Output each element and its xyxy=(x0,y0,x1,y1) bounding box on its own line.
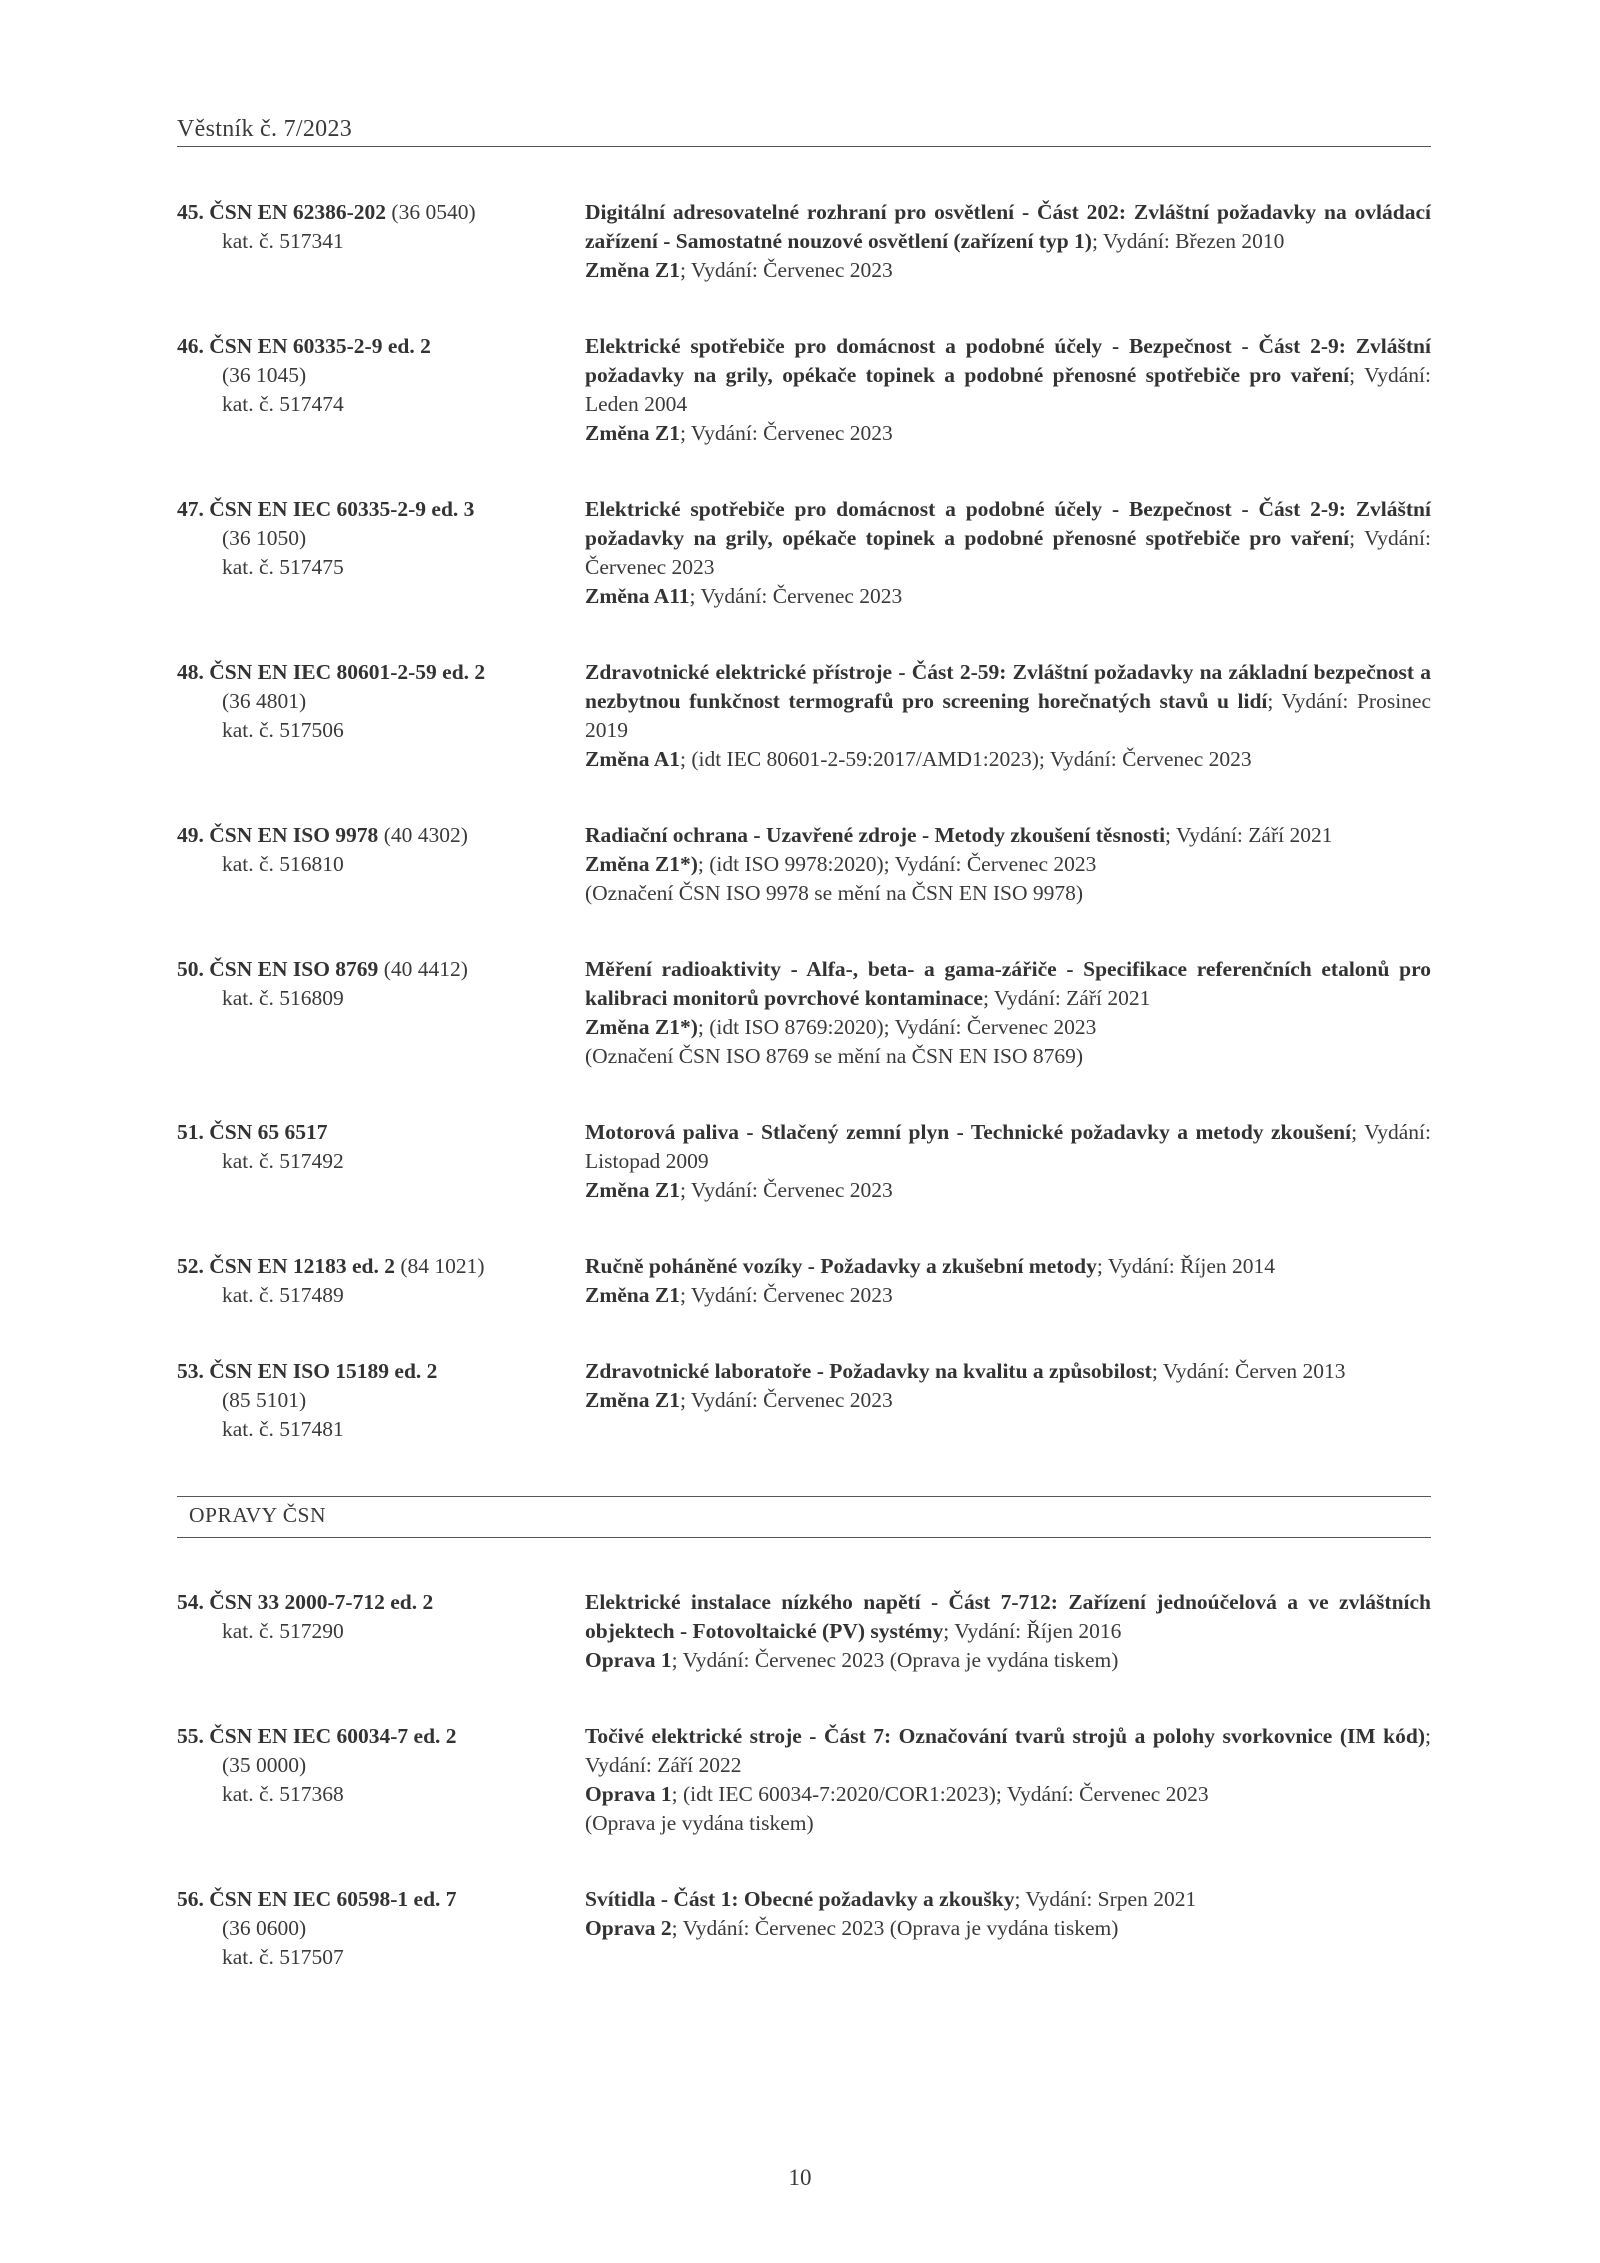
plain-text: kat. č. 517507 xyxy=(222,1945,344,1969)
text-line xyxy=(585,1252,1431,1281)
plain-text: (40 4302) xyxy=(378,823,468,847)
text-line xyxy=(585,821,1431,850)
plain-text: (Označení ČSN ISO 8769 se mění na ČSN EN ISO 8769) xyxy=(585,1044,1084,1068)
standard-entry xyxy=(177,1357,1431,1444)
text-line xyxy=(585,1013,1431,1042)
plain-text: kat. č. 516809 xyxy=(222,986,344,1010)
standard-description xyxy=(585,1357,1431,1444)
plain-text: ; Vydání: Září 2022 xyxy=(585,1724,1431,1777)
plain-text: (35 0000) xyxy=(222,1753,307,1777)
plain-text: ; Vydání: Září 2021 xyxy=(982,986,1151,1010)
text-line xyxy=(177,1588,585,1617)
standard-designation xyxy=(177,1588,585,1675)
standard-description xyxy=(585,658,1431,774)
text-line xyxy=(177,1751,585,1780)
text-line xyxy=(585,745,1431,774)
plain-text: ; Vydání: Červenec 2023 xyxy=(679,1388,893,1412)
standard-entry xyxy=(177,1252,1431,1310)
plain-text: ; (idt ISO 8769:2020); Vydání: Červenec 2023 xyxy=(697,1015,1097,1039)
plain-text: (Oprava je vydána tiskem) xyxy=(585,1811,814,1835)
bold-text: Digitální adresovatelné rozhraní pro osvětlení - Část 202: Zvláštní požadavky na ovládací zařízení - Samostatné nouzové osvětlení (zařízení typ 1) xyxy=(585,200,1431,253)
standard-entry xyxy=(177,658,1431,774)
text-line xyxy=(585,1722,1431,1780)
bold-text: 50. ČSN EN ISO 8769 xyxy=(177,957,379,981)
text-line xyxy=(177,495,585,524)
text-line xyxy=(177,1885,585,1914)
standard-designation xyxy=(177,658,585,774)
bold-text: Oprava 1 xyxy=(585,1648,672,1672)
text-line xyxy=(585,879,1431,908)
text-line xyxy=(177,361,585,390)
text-line xyxy=(177,1722,585,1751)
text-line xyxy=(585,1885,1431,1914)
bold-text: Změna Z1 xyxy=(585,1283,680,1307)
plain-text: (36 0600) xyxy=(222,1916,307,1940)
standard-designation xyxy=(177,1357,585,1444)
standard-entry xyxy=(177,955,1431,1071)
text-line xyxy=(585,1809,1431,1838)
text-line xyxy=(177,1252,585,1281)
bold-text: Zdravotnické elektrické přístroje - Část 2-59: Zvláštní požadavky na základní bezpečnost a nezbytnou funkčnost termografů pro screening horečnatých stavů u lidí xyxy=(585,660,1431,713)
bold-text: Elektrické spotřebiče pro domácnost a podobné účely - Bezpečnost - Část 2-9: Zvláštní požadavky na grily, opékače topinek a podobné přenosné spotřebiče pro vaření xyxy=(585,334,1431,387)
text-line xyxy=(177,1914,585,1943)
plain-text: ; Vydání: Červenec 2023 xyxy=(679,1178,893,1202)
text-line xyxy=(585,1042,1431,1071)
bold-text: 55. ČSN EN IEC 60034-7 ed. 2 xyxy=(177,1724,457,1748)
bold-text: Radiační ochrana - Uzavřené zdroje - Metody zkoušení těsnosti xyxy=(585,823,1166,847)
text-line xyxy=(585,955,1431,1013)
standard-entry xyxy=(177,1722,1431,1838)
text-line xyxy=(585,1386,1431,1415)
standard-designation xyxy=(177,198,585,285)
standard-description xyxy=(585,955,1431,1071)
text-line xyxy=(585,582,1431,611)
text-line xyxy=(177,1943,585,1972)
plain-text: (Označení ČSN ISO 9978 se mění na ČSN EN ISO 9978) xyxy=(585,881,1084,905)
journal-title: Věstník č. 7/2023 xyxy=(177,116,353,142)
text-line xyxy=(585,850,1431,879)
text-line xyxy=(177,984,585,1013)
standard-entry xyxy=(177,1118,1431,1205)
standard-entry xyxy=(177,1885,1431,1972)
bold-text: 52. ČSN EN 12183 ed. 2 xyxy=(177,1254,396,1278)
plain-text: (84 1021) xyxy=(395,1254,485,1278)
text-line xyxy=(585,1176,1431,1205)
plain-text: (85 5101) xyxy=(222,1388,307,1412)
text-line xyxy=(177,332,585,361)
text-line xyxy=(177,1780,585,1809)
plain-text: ; Vydání: Říjen 2016 xyxy=(943,1619,1122,1643)
text-line xyxy=(177,955,585,984)
bold-text: 56. ČSN EN IEC 60598-1 ed. 7 xyxy=(177,1887,457,1911)
standard-designation xyxy=(177,1118,585,1205)
plain-text: ; Vydání: Červenec 2023 xyxy=(585,526,1432,579)
plain-text: kat. č. 517474 xyxy=(222,392,344,416)
bold-text: Změna Z1 xyxy=(585,1178,680,1202)
text-line xyxy=(585,1357,1431,1386)
standard-designation xyxy=(177,1885,585,1972)
text-line xyxy=(585,658,1431,745)
bold-text: Změna A1 xyxy=(585,747,680,771)
bold-text: 54. ČSN 33 2000-7-712 ed. 2 xyxy=(177,1590,434,1614)
plain-text: ; (idt IEC 60034-7:2020/COR1:2023); Vydání: Červenec 2023 xyxy=(671,1782,1209,1806)
plain-text: ; Vydání: Listopad 2009 xyxy=(585,1120,1432,1173)
bold-text: Točivé elektrické stroje - Část 7: Označování tvarů strojů a polohy svorkovnice (IM kód) xyxy=(585,1724,1426,1748)
bold-text: 51. ČSN 65 6517 xyxy=(177,1120,328,1144)
plain-text: ; Vydání: Červenec 2023 (Oprava je vydána tiskem) xyxy=(671,1648,1119,1672)
bold-text: Zdravotnické laboratoře - Požadavky na kvalitu a způsobilost xyxy=(585,1359,1152,1383)
text-line xyxy=(585,1914,1431,1943)
plain-text: kat. č. 517341 xyxy=(222,229,344,253)
plain-text: kat. č. 517489 xyxy=(222,1283,344,1307)
text-line xyxy=(585,256,1431,285)
corrections-list xyxy=(177,1588,1431,2019)
plain-text: ; Vydání: Prosinec 2019 xyxy=(585,689,1432,742)
plain-text: ; Vydání: Červenec 2023 (Oprava je vydána tiskem) xyxy=(671,1916,1119,1940)
text-line xyxy=(177,658,585,687)
bold-text: Změna Z1*) xyxy=(585,852,698,876)
text-line xyxy=(177,687,585,716)
text-line xyxy=(177,1281,585,1310)
plain-text: (36 1050) xyxy=(222,526,307,550)
text-line xyxy=(177,1118,585,1147)
standard-designation xyxy=(177,821,585,908)
standard-description xyxy=(585,821,1431,908)
text-line xyxy=(585,1780,1431,1809)
standard-description xyxy=(585,198,1431,285)
text-line xyxy=(585,332,1431,419)
standard-description xyxy=(585,1588,1431,1675)
bold-text: 48. ČSN EN IEC 80601-2-59 ed. 2 xyxy=(177,660,486,684)
text-line xyxy=(177,524,585,553)
standard-entry xyxy=(177,198,1431,285)
bold-text: 49. ČSN EN ISO 9978 xyxy=(177,823,379,847)
bold-text: 45. ČSN EN 62386-202 xyxy=(177,200,387,224)
text-line xyxy=(585,1646,1431,1675)
text-line xyxy=(585,1281,1431,1310)
text-line xyxy=(177,1386,585,1415)
bold-text: Změna Z1 xyxy=(585,421,680,445)
plain-text: (40 4412) xyxy=(378,957,468,981)
text-line xyxy=(177,716,585,745)
text-line xyxy=(585,419,1431,448)
plain-text: kat. č. 517492 xyxy=(222,1149,344,1173)
plain-text: (36 4801) xyxy=(222,689,307,713)
text-line xyxy=(177,1357,585,1386)
bold-text: Měření radioaktivity - Alfa-, beta- a gama-zářiče - Specifikace referenčních etalonů pro kalibraci monitorů povrchové kontaminace xyxy=(585,957,1431,1010)
bold-text: Změna Z1 xyxy=(585,258,680,282)
bold-text: Elektrické instalace nízkého napětí - Část 7-712: Zařízení jednoúčelová a ve zvláštních objektech - Fotovoltaické (PV) systémy xyxy=(585,1590,1431,1643)
bold-text: 47. ČSN EN IEC 60335-2-9 ed. 3 xyxy=(177,497,475,521)
standard-designation xyxy=(177,955,585,1071)
standard-designation xyxy=(177,1252,585,1310)
plain-text: ; (idt IEC 80601-2-59:2017/AMD1:2023); Vydání: Červenec 2023 xyxy=(679,747,1252,771)
plain-text: kat. č. 517368 xyxy=(222,1782,344,1806)
text-line xyxy=(585,1118,1431,1176)
standard-entry xyxy=(177,495,1431,611)
section-heading-bar xyxy=(177,1496,1431,1538)
plain-text: kat. č. 517506 xyxy=(222,718,344,742)
plain-text: kat. č. 517290 xyxy=(222,1619,344,1643)
section-title: OPRAVY ČSN xyxy=(189,1503,327,1527)
plain-text: (36 0540) xyxy=(386,200,476,224)
plain-text: ; Vydání: Září 2021 xyxy=(1165,823,1333,847)
bold-text: Změna A11 xyxy=(585,584,690,608)
text-line xyxy=(585,495,1431,582)
text-line xyxy=(585,1588,1431,1646)
standard-description xyxy=(585,1885,1431,1972)
bold-text: Oprava 2 xyxy=(585,1916,672,1940)
text-line xyxy=(177,553,585,582)
plain-text: ; Vydání: Srpen 2021 xyxy=(1014,1887,1197,1911)
text-line xyxy=(585,198,1431,256)
standards-list xyxy=(177,198,1431,1491)
bold-text: Ručně poháněné vozíky - Požadavky a zkušební metody xyxy=(585,1254,1097,1278)
plain-text: ; Vydání: Březen 2010 xyxy=(1091,229,1285,253)
text-line xyxy=(177,1415,585,1444)
plain-text: ; Vydání: Červenec 2023 xyxy=(679,258,893,282)
text-line xyxy=(177,1617,585,1646)
bold-text: Oprava 1 xyxy=(585,1782,672,1806)
plain-text: ; Vydání: Červenec 2023 xyxy=(679,421,893,445)
standard-description xyxy=(585,332,1431,448)
plain-text: ; Vydání: Leden 2004 xyxy=(585,363,1432,416)
plain-text: (36 1045) xyxy=(222,363,307,387)
bold-text: Změna Z1*) xyxy=(585,1015,698,1039)
bold-text: 53. ČSN EN ISO 15189 ed. 2 xyxy=(177,1359,438,1383)
plain-text: kat. č. 517475 xyxy=(222,555,344,579)
page-number: 10 xyxy=(788,2165,812,2190)
text-line xyxy=(177,227,585,256)
standard-designation xyxy=(177,495,585,611)
bold-text: Elektrické spotřebiče pro domácnost a podobné účely - Bezpečnost - Část 2-9: Zvláštní požadavky na grily, opékače topinek a podobné přenosné spotřebiče pro vaření xyxy=(585,497,1431,550)
plain-text: ; (idt ISO 9978:2020); Vydání: Červenec 2023 xyxy=(697,852,1097,876)
standard-description xyxy=(585,1722,1431,1838)
text-line xyxy=(177,850,585,879)
bold-text: Změna Z1 xyxy=(585,1388,680,1412)
text-line xyxy=(177,198,585,227)
standard-description xyxy=(585,1252,1431,1310)
plain-text: kat. č. 516810 xyxy=(222,852,344,876)
text-line xyxy=(177,1147,585,1176)
standard-entry xyxy=(177,1588,1431,1675)
plain-text: kat. č. 517481 xyxy=(222,1417,344,1441)
bold-text: 46. ČSN EN 60335-2-9 ed. 2 xyxy=(177,334,431,358)
standard-description xyxy=(585,1118,1431,1205)
page-header xyxy=(177,112,1431,147)
text-line xyxy=(177,390,585,419)
standard-description xyxy=(585,495,1431,611)
plain-text: ; Vydání: Říjen 2014 xyxy=(1096,1254,1276,1278)
standard-entry xyxy=(177,821,1431,908)
plain-text: ; Vydání: Červenec 2023 xyxy=(689,584,903,608)
standard-designation xyxy=(177,1722,585,1838)
standard-designation xyxy=(177,332,585,448)
plain-text: ; Vydání: Červenec 2023 xyxy=(679,1283,893,1307)
standard-entry xyxy=(177,332,1431,448)
plain-text: ; Vydání: Červen 2013 xyxy=(1151,1359,1346,1383)
text-line xyxy=(177,821,585,850)
bold-text: Svítidla - Část 1: Obecné požadavky a zkoušky xyxy=(585,1887,1015,1911)
bold-text: Motorová paliva - Stlačený zemní plyn - Technické požadavky a metody zkoušení xyxy=(585,1120,1352,1144)
